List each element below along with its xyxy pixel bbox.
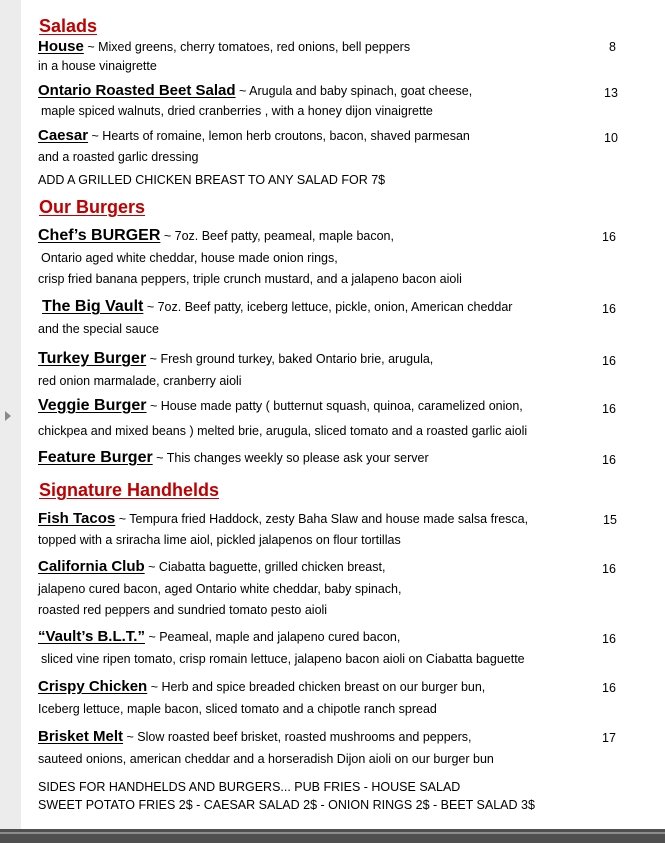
item-description: Tempura fried Haddock, zesty Baha Slaw and house made salsa fresca, bbox=[129, 512, 529, 526]
item-price: 10 bbox=[604, 131, 618, 145]
item-description: maple spiced walnuts, dried cranberries , with a honey dijon vinaigrette bbox=[41, 104, 433, 118]
item-name: House bbox=[38, 38, 84, 55]
item-description: Ontario aged white cheddar, house made onion rings, bbox=[41, 251, 338, 265]
item-price: 17 bbox=[602, 731, 616, 745]
sides-note-line1: SIDES FOR HANDHELDS AND BURGERS... PUB FRIES - HOUSE SALAD bbox=[38, 780, 461, 794]
item-price: 16 bbox=[602, 562, 616, 576]
item-name: Caesar bbox=[38, 127, 89, 144]
item-price: 15 bbox=[603, 513, 617, 527]
item-description: red onion marmalade, cranberry aioli bbox=[38, 374, 242, 388]
item-description: Herb and spice breaded chicken breast on our burger bun, bbox=[161, 680, 486, 694]
item-name: Ontario Roasted Beet Salad bbox=[38, 82, 236, 99]
item-description: topped with a sriracha lime aiol, pickled jalapenos on flour tortillas bbox=[38, 533, 401, 547]
item-name: Veggie Burger bbox=[38, 397, 147, 414]
item-description: Ciabatta baguette, grilled chicken breast, bbox=[158, 560, 386, 574]
item-description: Peameal, maple and jalapeno cured bacon, bbox=[159, 630, 401, 644]
item-description: Iceberg lettuce, maple bacon, sliced tomato and a chipotle ranch spread bbox=[38, 702, 437, 716]
section-title-handhelds: Signature Handhelds bbox=[39, 480, 220, 500]
item-description: Hearts of romaine, lemon herb croutons, bacon, shaved parmesan bbox=[102, 129, 470, 143]
item-name: “Vault’s B.L.T.” bbox=[38, 628, 145, 645]
item-description: and the special sauce bbox=[38, 322, 159, 336]
item-price: 16 bbox=[602, 402, 616, 416]
item-description: crisp fried banana peppers, triple crunch mustard, and a jalapeno bacon aioli bbox=[38, 272, 462, 286]
item-price: 16 bbox=[602, 453, 616, 467]
item-description: Fresh ground turkey, baked Ontario brie, arugula, bbox=[160, 352, 434, 366]
item-description: Mixed greens, cherry tomatoes, red onions, bell peppers bbox=[98, 40, 411, 54]
item-description: sliced vine ripen tomato, crisp romain lettuce, jalapeno bacon aioli on Ciabatta baguette bbox=[41, 652, 525, 666]
item-name: Chef’s BURGER bbox=[38, 227, 161, 244]
item-description: This changes weekly so please ask your server bbox=[166, 451, 429, 465]
item-name: Crispy Chicken bbox=[38, 678, 148, 695]
salad-addon-note: ADD A GRILLED CHICKEN BREAST TO ANY SALAD FOR 7$ bbox=[38, 173, 386, 187]
section-title-burgers: Our Burgers bbox=[39, 197, 146, 217]
item-name: The Big Vault bbox=[42, 298, 144, 315]
item-price: 16 bbox=[602, 230, 616, 244]
item-description: in a house vinaigrette bbox=[38, 59, 157, 73]
item-description: 7oz. Beef patty, peameal, maple bacon, bbox=[174, 229, 394, 243]
item-name: Feature Burger bbox=[38, 449, 153, 466]
item-price: 16 bbox=[602, 681, 616, 695]
item-description: roasted red peppers and sundried tomato pesto aioli bbox=[38, 603, 328, 617]
left-gutter bbox=[0, 0, 21, 843]
item-description: chickpea and mixed beans ) melted brie, arugula, sliced tomato and a roasted garlic aioli bbox=[38, 424, 528, 438]
sides-note-line2: SWEET POTATO FRIES 2$ - CAESAR SALAD 2$ - ONION RINGS 2$ - BEET SALAD 3$ bbox=[38, 798, 535, 812]
item-price: 16 bbox=[602, 302, 616, 316]
item-name: California Club bbox=[38, 558, 145, 575]
item-name: Fish Tacos bbox=[38, 510, 116, 527]
item-name: Turkey Burger bbox=[38, 350, 147, 367]
section-title-salads: Salads bbox=[39, 16, 98, 36]
item-description: jalapeno cured bacon, aged Ontario white cheddar, baby spinach, bbox=[38, 582, 402, 596]
item-description: and a roasted garlic dressing bbox=[38, 150, 199, 164]
item-price: 16 bbox=[602, 354, 616, 368]
item-description: 7oz. Beef patty, iceberg lettuce, pickle, onion, American cheddar bbox=[157, 300, 513, 314]
item-name: Brisket Melt bbox=[38, 728, 124, 745]
item-price: 13 bbox=[604, 86, 618, 100]
item-description: House made patty ( butternut squash, quinoa, caramelized onion, bbox=[160, 399, 523, 413]
item-description: Slow roasted beef brisket, roasted mushrooms and peppers, bbox=[137, 730, 472, 744]
bottom-divider bbox=[0, 832, 665, 834]
item-description: Arugula and baby spinach, goat cheese, bbox=[249, 84, 473, 98]
item-price: 8 bbox=[609, 40, 616, 54]
expand-arrow-icon[interactable] bbox=[5, 411, 11, 421]
item-price: 16 bbox=[602, 632, 616, 646]
item-description: sauteed onions, american cheddar and a horseradish Dijon aioli on our burger bun bbox=[38, 752, 494, 766]
